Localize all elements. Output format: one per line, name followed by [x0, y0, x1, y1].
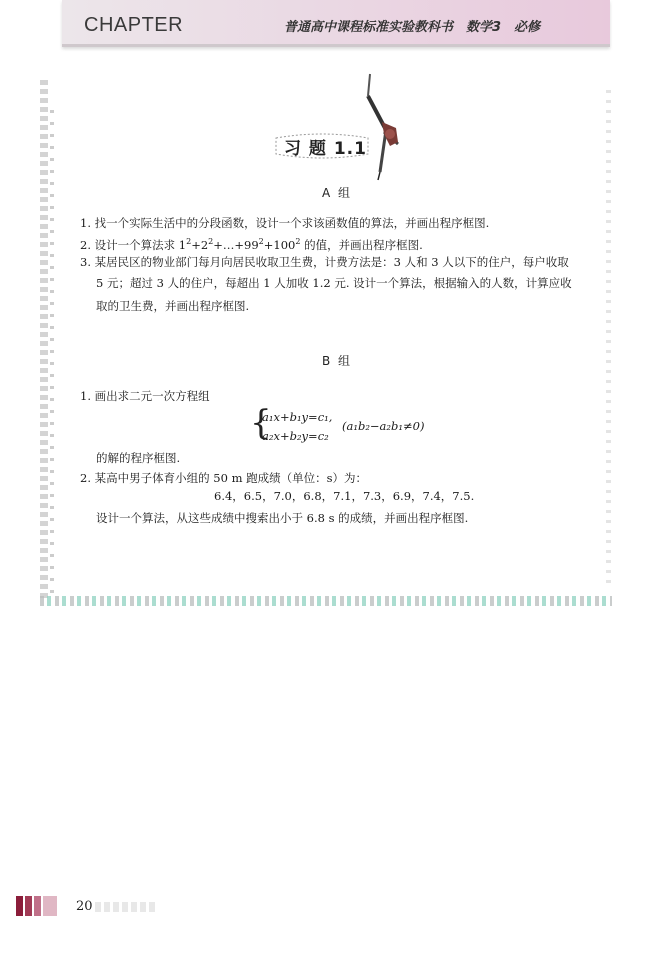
footer-mark-2 [25, 896, 32, 916]
b1-line [80, 388, 210, 404]
page-number: 20 [76, 899, 93, 914]
b1-text: 画出求二元一次方程组 [94, 389, 210, 403]
a2-exp-4: 2 [295, 237, 301, 246]
group-a-label: A 组 [322, 186, 353, 200]
compass-icon [356, 72, 406, 182]
a2-line [80, 234, 423, 253]
footer-mark-4 [43, 896, 57, 916]
a1-line [80, 215, 489, 231]
page-header [62, 0, 610, 47]
b1-text-after: 的解的程序框图. [96, 451, 181, 465]
equation-2: a₂x+b₂y=c₂ [262, 429, 329, 443]
a3-text-1: 某居民区的物业部门每月向居民收取卫生费，计费方法是：3 人和 3 人以下的住户，每户收取 [94, 255, 569, 269]
book-title: 普通高中课程标准实验教科书 数学3 必修 [284, 20, 541, 35]
equation-condition: (a₁b₂−a₂b₁≠0) [342, 419, 425, 433]
a2-text-after: 的值，并画出程序框图. [300, 237, 423, 252]
a3-line-3: 取的卫生费，并画出程序框图. [96, 299, 250, 313]
b1-number: 1. [80, 389, 91, 403]
a3-number: 3. [80, 255, 91, 269]
a2-exp-1: 2 [186, 237, 192, 246]
footer-mark-1 [16, 896, 23, 916]
group-b-label: B 组 [322, 354, 353, 368]
a2-exp-3: 2 [258, 237, 264, 246]
chapter-label: CHAPTER [84, 14, 184, 36]
frame-bottom-border [40, 596, 612, 606]
a3-line-2: 5 元；超过 3 人的住户，每超出 1 人加收 1.2 元. 设计一个算法，根据输入的人数，计算应收 [96, 276, 572, 290]
a1-text: 找一个实际生活中的分段函数，设计一个求该函数值的算法，并画出程序框图. [94, 216, 490, 230]
b2-text-after: 设计一个算法，从这些成绩中搜索出小于 6.8 s 的成绩，并画出程序框图. [96, 511, 469, 525]
b2-text: 某高中男子体育小组的 50 m 跑成绩（单位：s）为： [94, 471, 368, 485]
a2-text-mid2: +…+99 [213, 237, 259, 252]
exercise-title-box [272, 132, 372, 160]
exercise-title: 习 题 1.1 [284, 139, 367, 159]
frame-left-border [40, 80, 48, 600]
a2-text-mid1: +2 [191, 237, 209, 252]
a2-text-before: 设计一个算法求 1 [94, 237, 187, 252]
a1-number: 1. [80, 216, 91, 230]
a2-exp-2: 2 [208, 237, 214, 246]
b2-data: 6.4，6.5，7.0，6.8，7.1，7.3，6.9，7.4，7.5. [214, 489, 475, 503]
a2-text-mid3: +100 [263, 237, 296, 252]
frame-left-inner-border [50, 110, 54, 600]
equation-1: a₁x+b₁y=c₁, [262, 410, 333, 424]
footer-decoration [95, 902, 155, 912]
footer-mark-3 [34, 896, 41, 916]
frame-right-border [606, 90, 611, 590]
b2-number: 2. [80, 471, 91, 485]
equation-brace: { [250, 403, 272, 443]
b2-line [80, 470, 367, 486]
a2-number: 2. [80, 237, 91, 252]
a3-line-1 [80, 254, 569, 270]
